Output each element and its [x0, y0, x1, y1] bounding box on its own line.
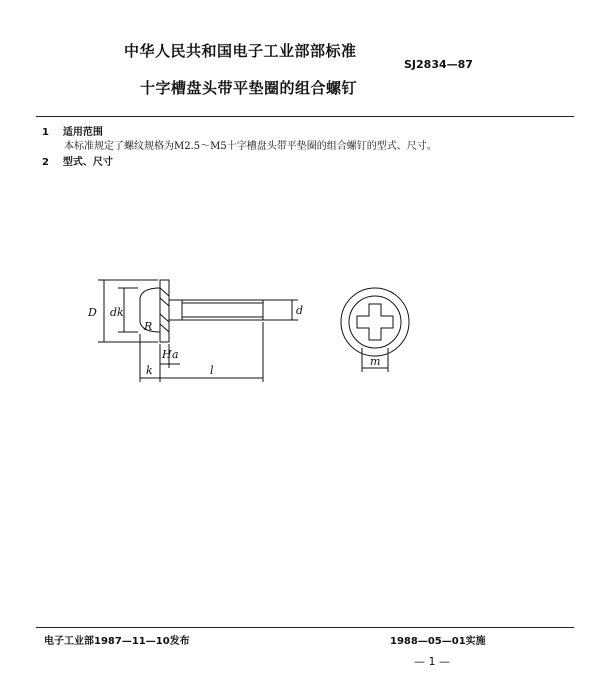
- dim-label-D: D: [88, 306, 97, 319]
- section-1-heading: [42, 123, 103, 138]
- screw-technical-drawing: [70, 268, 420, 388]
- section-1-body: 本标准规定了螺纹规格为M2.5～M5十字槽盘头带平垫圈的组合螺钉的型式、尺寸。: [64, 141, 437, 152]
- cross-recess: [357, 304, 393, 340]
- dim-label-a: a: [172, 348, 179, 361]
- washer-outline: [341, 288, 409, 356]
- dim-label-R: R: [144, 320, 153, 333]
- section-2-heading: [42, 153, 113, 168]
- section-number: 1: [42, 127, 49, 138]
- issue-date: 电子工业部1987—11—10发布: [44, 636, 190, 647]
- section-title: 型式、尺寸: [62, 157, 113, 168]
- dim-label-H: H: [162, 348, 172, 361]
- issuing-organization: 中华人民共和国电子工业部部标准: [124, 42, 357, 60]
- dim-label-k: k: [146, 364, 153, 377]
- dim-label-dk: dk: [110, 306, 124, 319]
- section-title: 适用范围: [62, 127, 103, 138]
- dim-label-m: m: [370, 355, 381, 368]
- section-number: 2: [42, 157, 49, 168]
- page-number: — 1 —: [414, 655, 450, 668]
- dim-label-d: d: [296, 304, 304, 317]
- footer-rule: [36, 627, 574, 628]
- dim-label-l: l: [210, 364, 214, 377]
- standard-code: SJ2834—87: [404, 58, 473, 71]
- implementation-date: 1988—05—01实施: [390, 636, 486, 647]
- header-rule: [36, 116, 574, 117]
- document-title: 十字槽盘头带平垫圈的组合螺钉: [140, 79, 358, 97]
